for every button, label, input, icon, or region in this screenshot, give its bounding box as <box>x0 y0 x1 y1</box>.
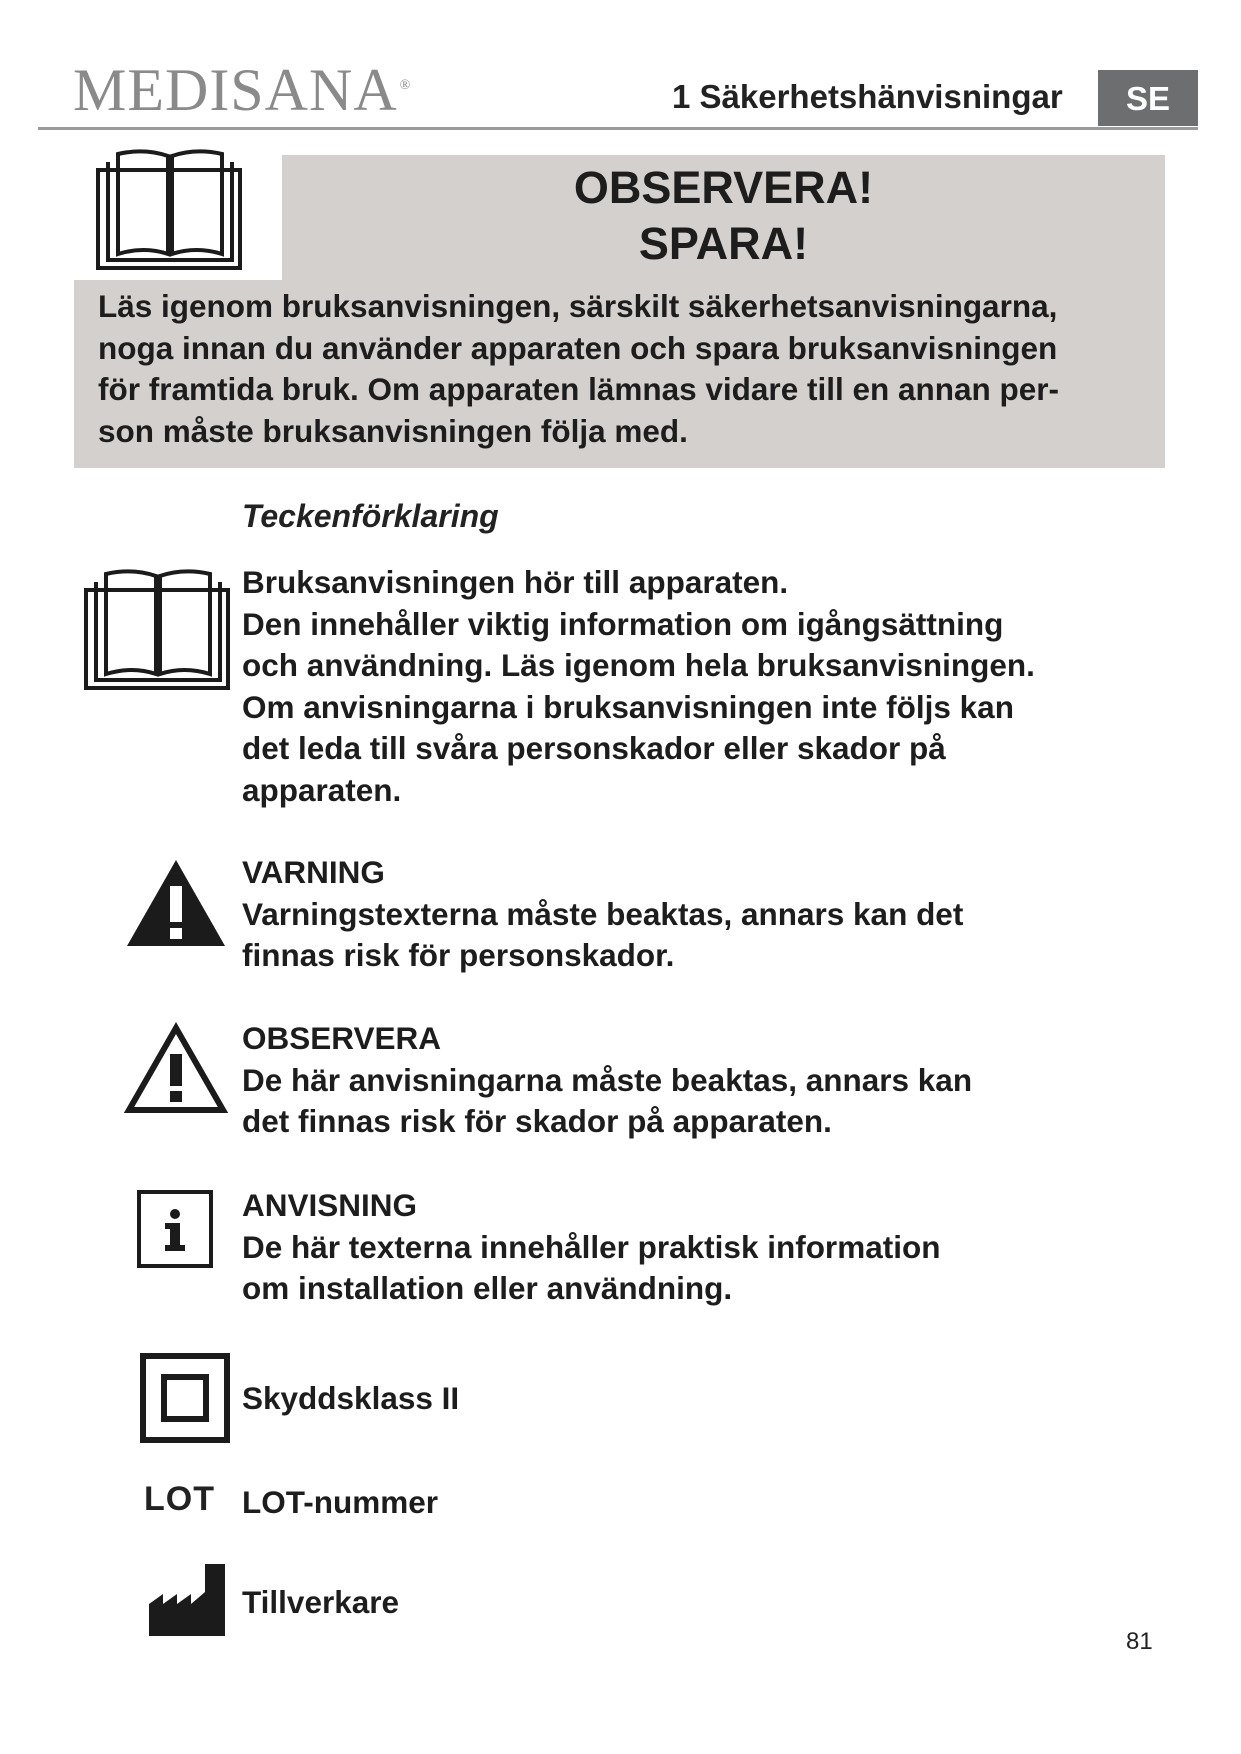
page-number: 81 <box>1126 1628 1153 1655</box>
caution-title: OBSERVERA <box>242 1020 441 1056</box>
notice-line: Läs igenom bruksanvisningen, särskilt säkerhetsanvisningarna, <box>98 288 1058 324</box>
section-title: 1 Säkerhetshänvisningar <box>672 78 1063 115</box>
lot-label: LOT-nummer <box>242 1484 439 1520</box>
warning-title: VARNING <box>242 854 385 890</box>
manual-line: Den innehåller viktig information om igångsättning <box>242 605 1004 642</box>
note-line: De här texterna innehåller praktisk information <box>242 1228 941 1265</box>
caution-line: De här anvisningarna måste beaktas, annars kan <box>242 1061 973 1098</box>
notice-line: son måste bruksanvisningen följa med. <box>98 412 688 449</box>
manual-line: och användning. Läs igenom hela bruksanvisningen. <box>242 647 1035 683</box>
book-icon <box>96 148 246 272</box>
warning-line: Varningstexterna måste beaktas, annars kan det <box>242 895 964 932</box>
double-square-icon <box>140 1353 230 1443</box>
lot-mark: LOT <box>144 1480 215 1518</box>
warning-filled-icon <box>125 858 227 948</box>
manual-line: Bruksanvisningen hör till apparaten. <box>242 564 789 600</box>
manufacturer-description <box>242 1582 1142 1624</box>
notice-title-line-1: OBSERVERA! <box>573 162 874 213</box>
notice-line: för framtida bruk. Om apparaten lämnas vidare till en annan per- <box>98 371 1059 407</box>
language-badge: SE <box>1098 70 1198 126</box>
notice-title <box>282 160 1165 272</box>
manual-line: Om anvisningarna i bruksanvisningen inte följs kan <box>242 688 1014 725</box>
logo-text: MEDISANA <box>73 57 398 123</box>
factory-icon <box>149 1564 225 1636</box>
caution-description <box>242 1018 1142 1143</box>
note-description <box>242 1185 1142 1310</box>
manual-description <box>242 562 1142 811</box>
header-divider <box>38 127 1198 130</box>
warning-line: finnas risk för personskador. <box>242 937 675 973</box>
note-title: ANVISNING <box>242 1187 418 1223</box>
legend-heading: Teckenförklaring <box>242 498 499 534</box>
lot-description <box>242 1482 1142 1524</box>
notice-line: noga innan du använder apparaten och spara bruksanvisningen <box>98 329 1058 366</box>
notice-text <box>98 286 1158 452</box>
book-icon <box>84 568 234 692</box>
caution-line: det finnas risk för skador på apparaten. <box>242 1103 832 1139</box>
protection-class-description <box>242 1378 1142 1420</box>
registered-mark: ® <box>399 78 412 93</box>
note-line: om installation eller användning. <box>242 1270 733 1306</box>
notice-title-line-2: SPARA! <box>638 218 809 269</box>
medisana-logo <box>73 57 412 123</box>
warning-outline-icon <box>125 1024 227 1114</box>
manual-line: apparaten. <box>242 771 402 808</box>
warning-description <box>242 852 1142 977</box>
info-icon <box>137 1190 213 1268</box>
protection-class-label: Skyddsklass II <box>242 1380 460 1416</box>
manufacturer-label: Tillverkare <box>242 1584 400 1620</box>
manual-line: det leda till svåra personskador eller skador på <box>242 730 946 766</box>
